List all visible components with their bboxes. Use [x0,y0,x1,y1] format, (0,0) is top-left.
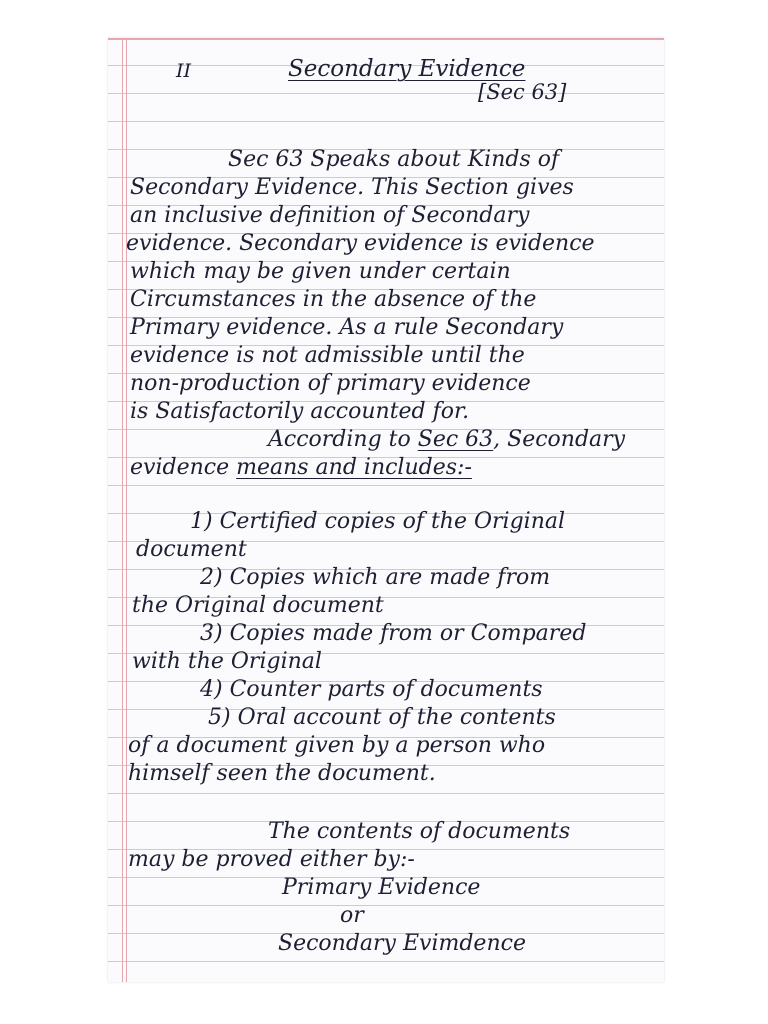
page-title: Secondary Evidence [288,56,526,82]
paragraph-text: According to [268,427,418,452]
margin-line [122,38,123,982]
paragraph-line [268,426,625,454]
margin-line [126,38,127,982]
list-item: 2) Copies which are made from [200,565,551,590]
closing-line: Primary Evidence [282,875,481,900]
paragraph-line: evidence. Secondary evidence is evidence [126,231,595,256]
list-item: the Original document [132,593,384,618]
closing-line: or [340,903,364,928]
page-top-edge [108,38,664,40]
underlined-phrase: means and includes:- [236,455,472,480]
closing-line: may be proved either by:- [128,847,415,872]
list-item: with the Original [132,649,322,674]
list-item: 5) Oral account of the contents [208,705,556,730]
paragraph-line: non-production of primary evidence [130,371,531,396]
paragraph-line: an inclusive definition of Secondary [130,203,530,228]
section-reference-underlined: Sec 63 [417,427,494,452]
list-item: document [136,537,247,562]
list-item: himself seen the document. [128,761,436,786]
section-reference: [Sec 63] [478,80,567,104]
paragraph-text: evidence [130,455,237,480]
notebook-page [108,38,664,982]
paragraph-line: Secondary Evidence. This Section gives [130,175,574,200]
paragraph-line: Circumstances in the absence of the [130,287,537,312]
list-item: 4) Counter parts of documents [200,677,543,702]
paragraph-line: Sec 63 Speaks about Kinds of [228,147,560,172]
paragraph-line: is Satisfactorily accounted for. [130,399,470,424]
paragraph-line: which may be given under certain [130,259,511,284]
list-item: of a document given by a person who [128,733,546,758]
paragraph-text: , Secondary [493,427,626,452]
closing-line: The contents of documents [268,819,571,844]
paragraph-line [130,454,472,482]
list-item: 3) Copies made from or Compared [200,621,587,646]
paragraph-line: Primary evidence. As a rule Secondary [130,315,564,340]
paragraph-line: evidence is not admissible until the [130,343,525,368]
closing-line: Secondary Evimdence [278,931,526,956]
roman-numeral: II [176,60,192,82]
list-item: 1) Certified copies of the Original [190,509,566,534]
